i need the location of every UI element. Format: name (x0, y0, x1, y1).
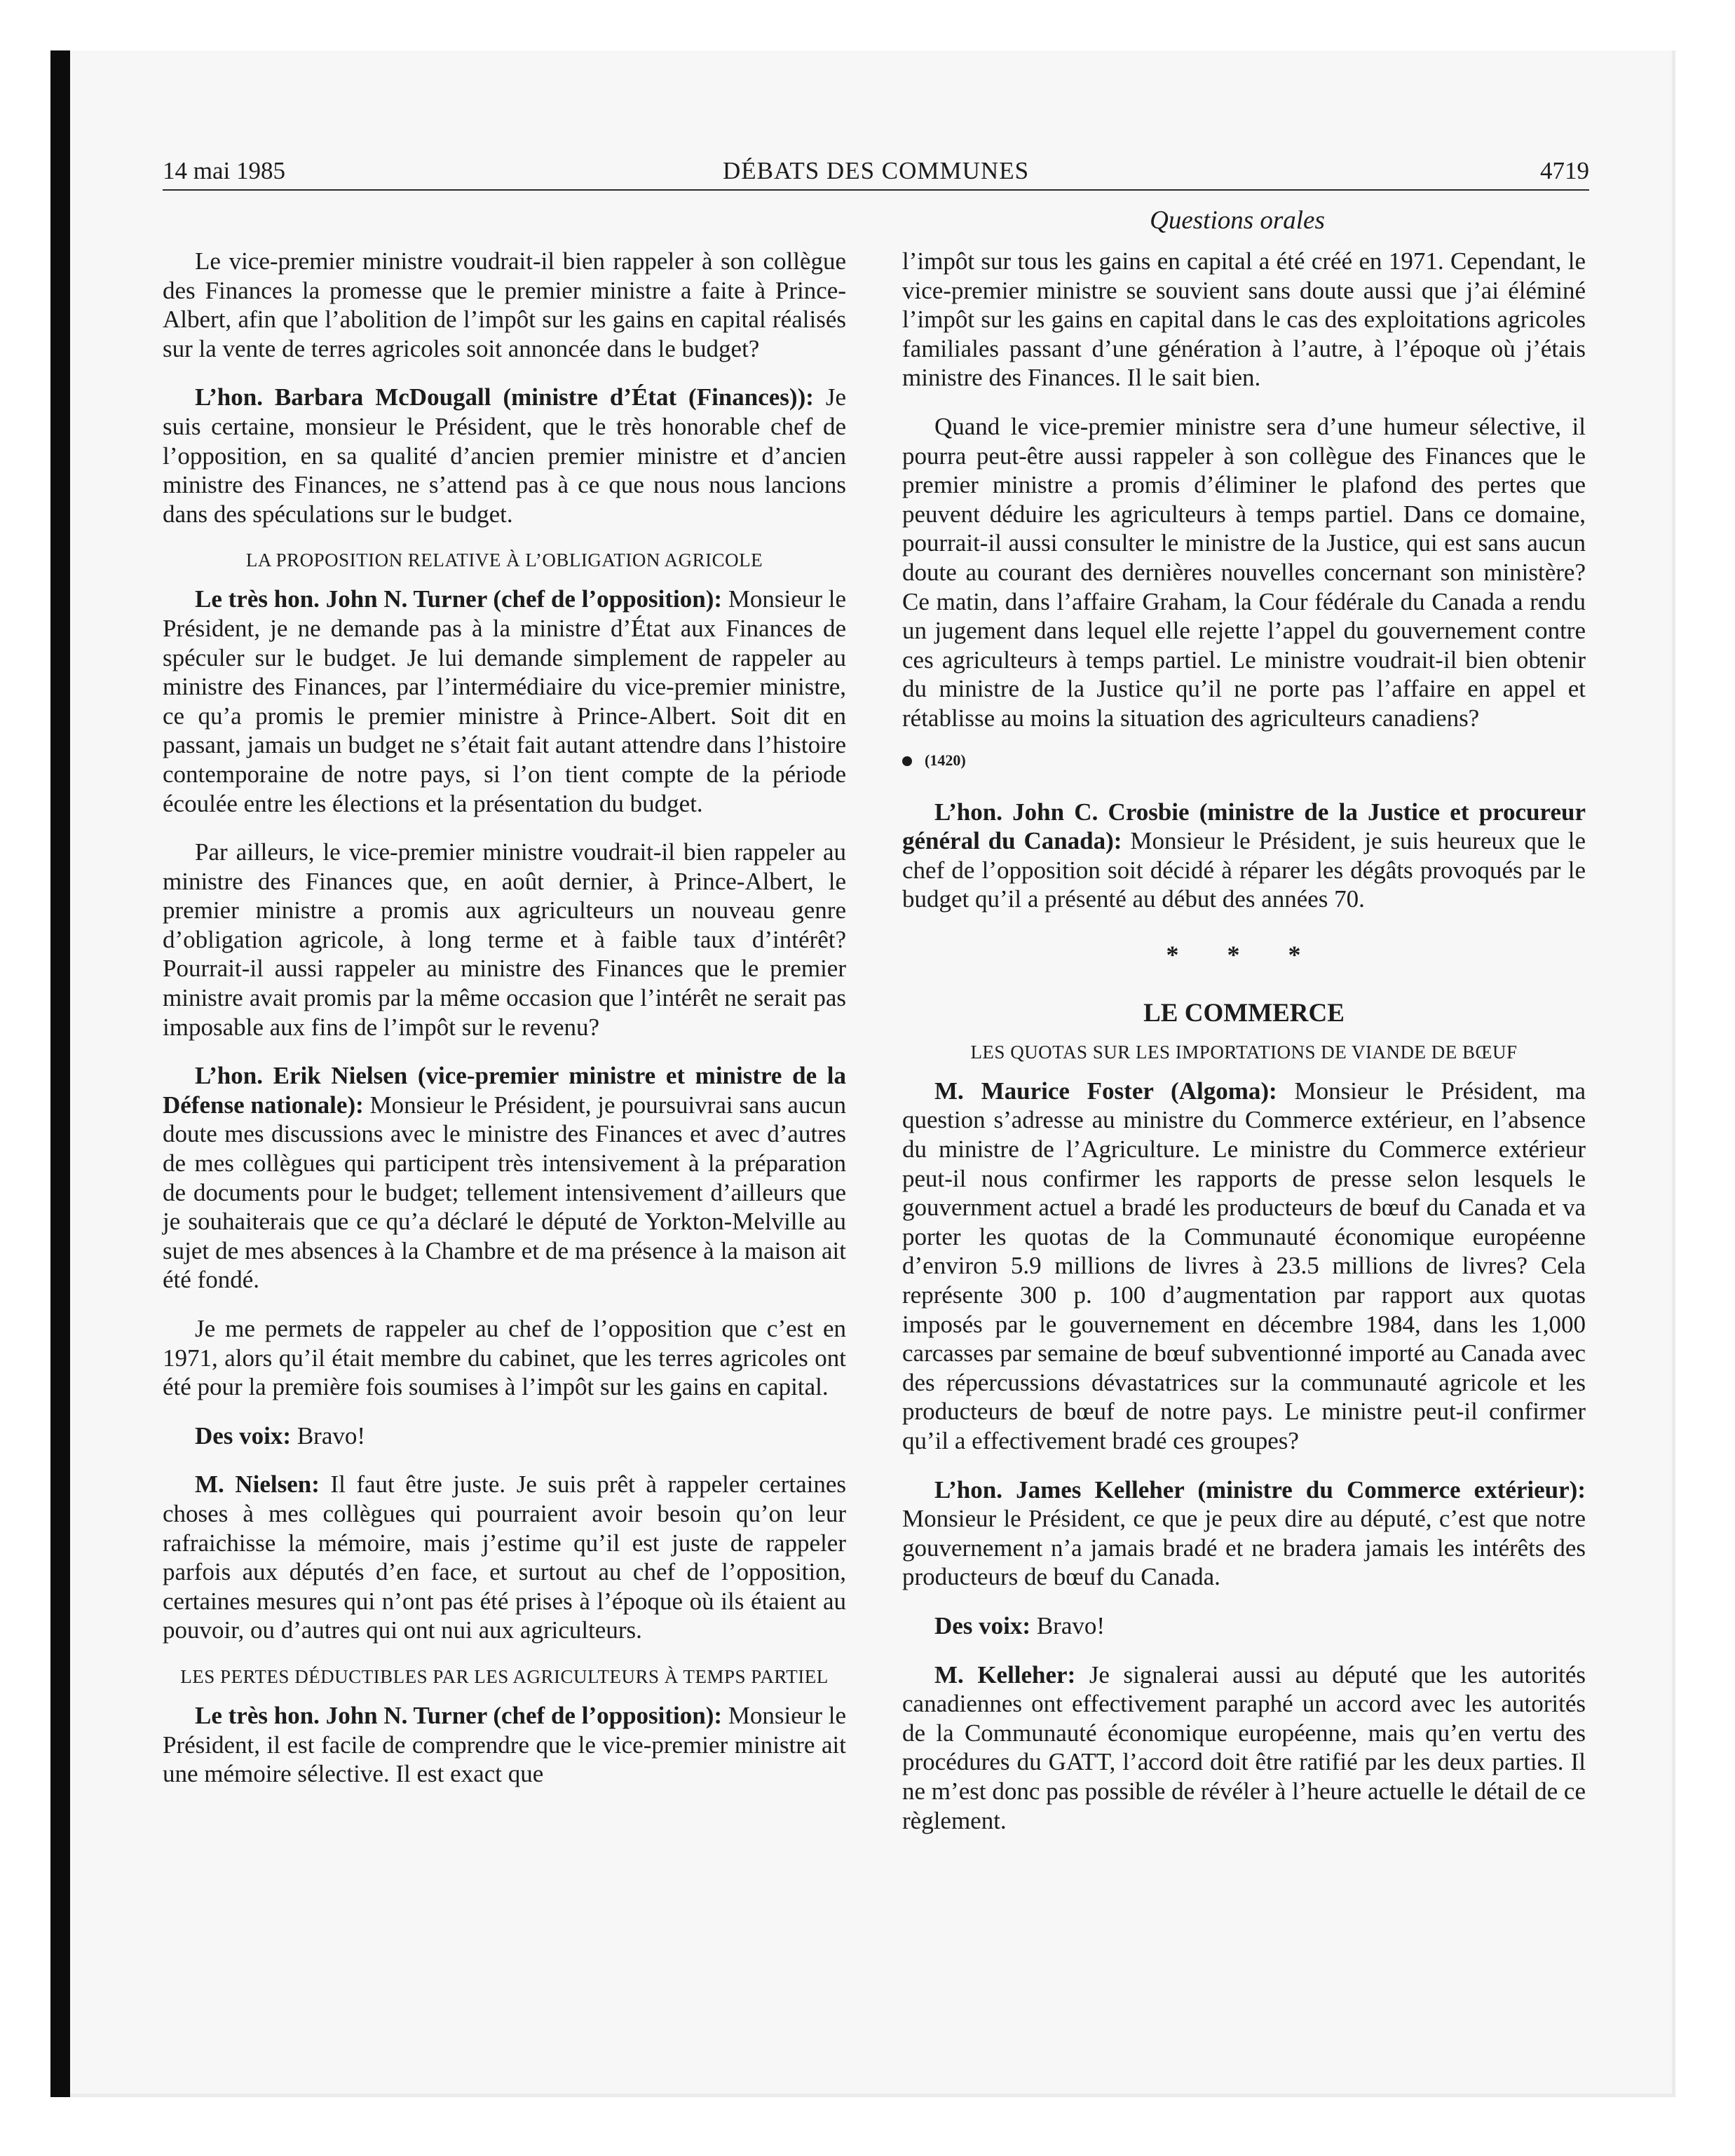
section-title: LE COMMERCE (1143, 998, 1345, 1028)
speaker-name: L’hon. Erik Nielsen (vice-premier ministre et ministre de la Défense nationale): (163, 1062, 846, 1119)
speech-text: Monsieur le Président, ma question s’adresse au ministre du Commerce extérieur, en l’absence du ministre de l’Agriculture. Le ministre du Commerce extérieur peut-il nous confirmer les rapports de presse selon lesquels le gouvernment actuel a bradé les producteurs de bœuf du Canada et va porter les quotas de la Communauté économique européenne d’environ 5.9 millions de livres à 23.5 millions de livres? Cela représente 300 p. 100 d’augmentation par rapport aux quotas imposés par le gouvernement en décembre 1984, dans les 1,000 carcasses par semaine de bœuf subventionné importé au Canada avec des répercussions dévastatrices sur la communauté agricole et les producteurs de bœuf de notre pays. Le ministre peut-il confirmer qu’il a effectivement bradé ces groupes? (902, 1077, 1586, 1454)
speech-text: Monsieur le Président, je poursuivrai sans aucun doute mes discussions avec le ministre des Finances et avec d’autres de mes collègues qui participent très intensivement à la préparation de documents pour le budget; tellement intensivement d’ailleurs que je souhaiterais que ce qu’a déclaré le député de Yorkton-Melville au sujet de mes absences à la Chambre et de ma présence à la maison ait été fondé. (163, 1091, 846, 1294)
paragraph (163, 1061, 846, 1295)
speaker-name: L’hon. Barbara McDougall (ministre d’État (Finances)): (195, 383, 814, 411)
speech-text: Bravo! (297, 1421, 366, 1449)
subheading: LES QUOTAS SUR LES IMPORTATIONS DE VIANDE DE BŒUF (970, 1041, 1518, 1063)
paragraph: l’impôt sur tous les gains en capital a été créé en 1971. Cependant, le vice-premier ministre se souvient sans doute aussi que j’ai éléminé l’impôt sur les gains en capital dans le cas des exploitations agricoles familiales passant d’une génération à l’autre, à l’époque où j’étais ministre des Finances. Il le sait bien. (902, 247, 1586, 392)
page-header (163, 153, 1589, 191)
section-separator: * * * (1166, 940, 1322, 969)
paragraph (902, 1475, 1586, 1592)
header-title: DÉBATS DES COMMUNES (722, 157, 1030, 184)
paragraph (163, 1470, 846, 1645)
header-date: 14 mai 1985 (163, 157, 285, 184)
subheading: LES PERTES DÉDUCTIBLES PAR LES AGRICULTEURS À TEMPS PARTIEL (180, 1665, 829, 1687)
subheading: LA PROPOSITION RELATIVE À L’OBLIGATION AGRICOLE (245, 550, 763, 571)
speech-text: Je suis certaine, monsieur le Président, que le très honorable chef de l’opposition, en sa qualité d’ancien premier ministre et d’ancien ministre des Finances, ne s’attend pas à ce que nous nous lancions dans des spéculations sur le budget. (163, 383, 846, 528)
right-column (902, 247, 1586, 1855)
speech-text: Monsieur le Président, je suis heureux que le chef de l’opposition soit décidé à réparer les dégâts provoqués par le budget qu’il a présenté au début des années 70. (902, 827, 1586, 913)
speech-text: Monsieur le Président, il est facile de comprendre que le vice-premier ministre ait une mémoire sélective. Il est exact que (163, 1701, 846, 1788)
speaker-name: L’hon. James Kelleher (ministre du Commerce extérieur): (934, 1475, 1586, 1503)
header-page-number: 4719 (1540, 157, 1589, 184)
scan-left-border (50, 50, 70, 2097)
left-column (163, 247, 846, 1808)
time-marker (902, 749, 1586, 772)
paragraph (902, 1660, 1586, 1836)
speaker-name: Des voix: (195, 1421, 292, 1449)
paragraph: Le vice-premier ministre voudrait-il bien rappeler à son collègue des Finances la promesse que le premier ministre a faite à Prince-Albert, afin que l’abolition de l’impôt sur les gains en capital réalisés sur la vente de terres agricoles soit annoncée dans le budget? (163, 247, 846, 362)
paragraph (163, 383, 846, 528)
speech-text: Monsieur le Président, ce que je peux dire au député, c’est que notre gouvernement n’a jamais bradé et ne bradera jamais les intérêts des producteurs de bœuf du Canada. (902, 1505, 1586, 1591)
speech-text: Bravo! (1036, 1611, 1105, 1639)
speaker-name: M. Maurice Foster (Algoma): (934, 1077, 1277, 1105)
speaker-name: Le très hon. John N. Turner (chef de l’opposition): (195, 585, 723, 613)
paragraph: Je me permets de rappeler au chef de l’opposition que c’est en 1971, alors qu’il était membre du cabinet, que les terres agricoles ont été pour la première fois soumises à l’impôt sur les gains en capital. (163, 1315, 846, 1401)
speaker-name: L’hon. John C. Crosbie (ministre de la Justice et procureur général du Canada): (902, 798, 1586, 855)
speech-text: Il faut être juste. Je suis prêt à rappeler certaines choses à mes collègues qui pourraient avoir besoin qu’on leur rafraichisse la mémoire, mais j’estime qu’il est juste de rappeler parfois aux députés d’en face, et surtout au chef de l’opposition, certaines mesures qui n’ont pas été prises à l’époque où ils étaient au pouvoir, ou d’autres qui ont nui aux agriculteurs. (163, 1471, 846, 1644)
paragraph (902, 1611, 1586, 1641)
speaker-name: Des voix: (934, 1611, 1031, 1639)
paragraph (163, 1701, 846, 1789)
speaker-name: M. Kelleher: (934, 1660, 1076, 1688)
speaker-name: M. Nielsen: (195, 1471, 320, 1499)
bullet-icon (902, 756, 912, 766)
paragraph (163, 1421, 846, 1451)
paragraph (163, 585, 846, 818)
speaker-name: Le très hon. John N. Turner (chef de l’opposition): (195, 1701, 723, 1729)
paragraph: Par ailleurs, le vice-premier ministre voudrait-il bien rappeler au ministre des Finances que, en août dernier, à Prince-Albert, le premier ministre a promis aux agriculteurs un nouveau genre d’obligation agricole, à long terme et à faible taux d’intérêt? Pourrait-il aussi rappeler au ministre des Finances que le premier ministre avait promis par la même occasion que l’intérêt ne serait pas imposable aux fins de l’impôt sur le revenu? (163, 838, 846, 1041)
paragraph (902, 798, 1586, 914)
running-head: Questions orales (1150, 206, 1325, 235)
paragraph: Quand le vice-premier ministre sera d’une humeur sélective, il pourra peut-être aussi rappeler à son collègue des Finances que le premier ministre a promis d’éliminer le plafond des pertes que peuvent déduire les agriculteurs à temps partiel. Dans ce domaine, pourrait-il aussi consulter le ministre de la Justice, qui est sans aucun doute au courant des dernières nouvelles concernant son ministère? Ce matin, dans l’affaire Graham, la Cour fédérale du Canada a rendu un jugement dans lequel elle rejette l’appel du gouvernement contre ces agriculteurs à temps partiel. Le ministre voudrait-il bien obtenir du ministre de la Justice qu’il ne porte pas l’affaire en appel et rétablisse au moins la situation des agriculteurs canadiens? (902, 412, 1586, 732)
paragraph (902, 1077, 1586, 1456)
time-marker-text: (1420) (925, 751, 966, 769)
speech-text: Monsieur le Président, je ne demande pas à la ministre d’État aux Finances de spéculer sur le budget. Je lui demande simplement de rappeler au ministre des Finances, par l’intermédiaire du vice-premier ministre, ce qu’a promis le premier ministre à Prince-Albert. Soit dit en passant, jamais un budget ne s’était fait autant attendre dans l’histoire contemporaine de notre pays, si l’on tient compte de la période écoulée entre les élections et la présentation du budget. (163, 585, 846, 817)
speech-text: Je signalerai aussi au député que les autorités canadiennes ont effectivement paraphé un accord avec les autorités de la Communauté économique européenne, mais qu’en vertu des procédures du GATT, l’accord doit être ratifié par les deux parties. Il ne m’est donc pas possible de révéler à l’heure actuelle le détail de ce règlement. (902, 1660, 1586, 1834)
